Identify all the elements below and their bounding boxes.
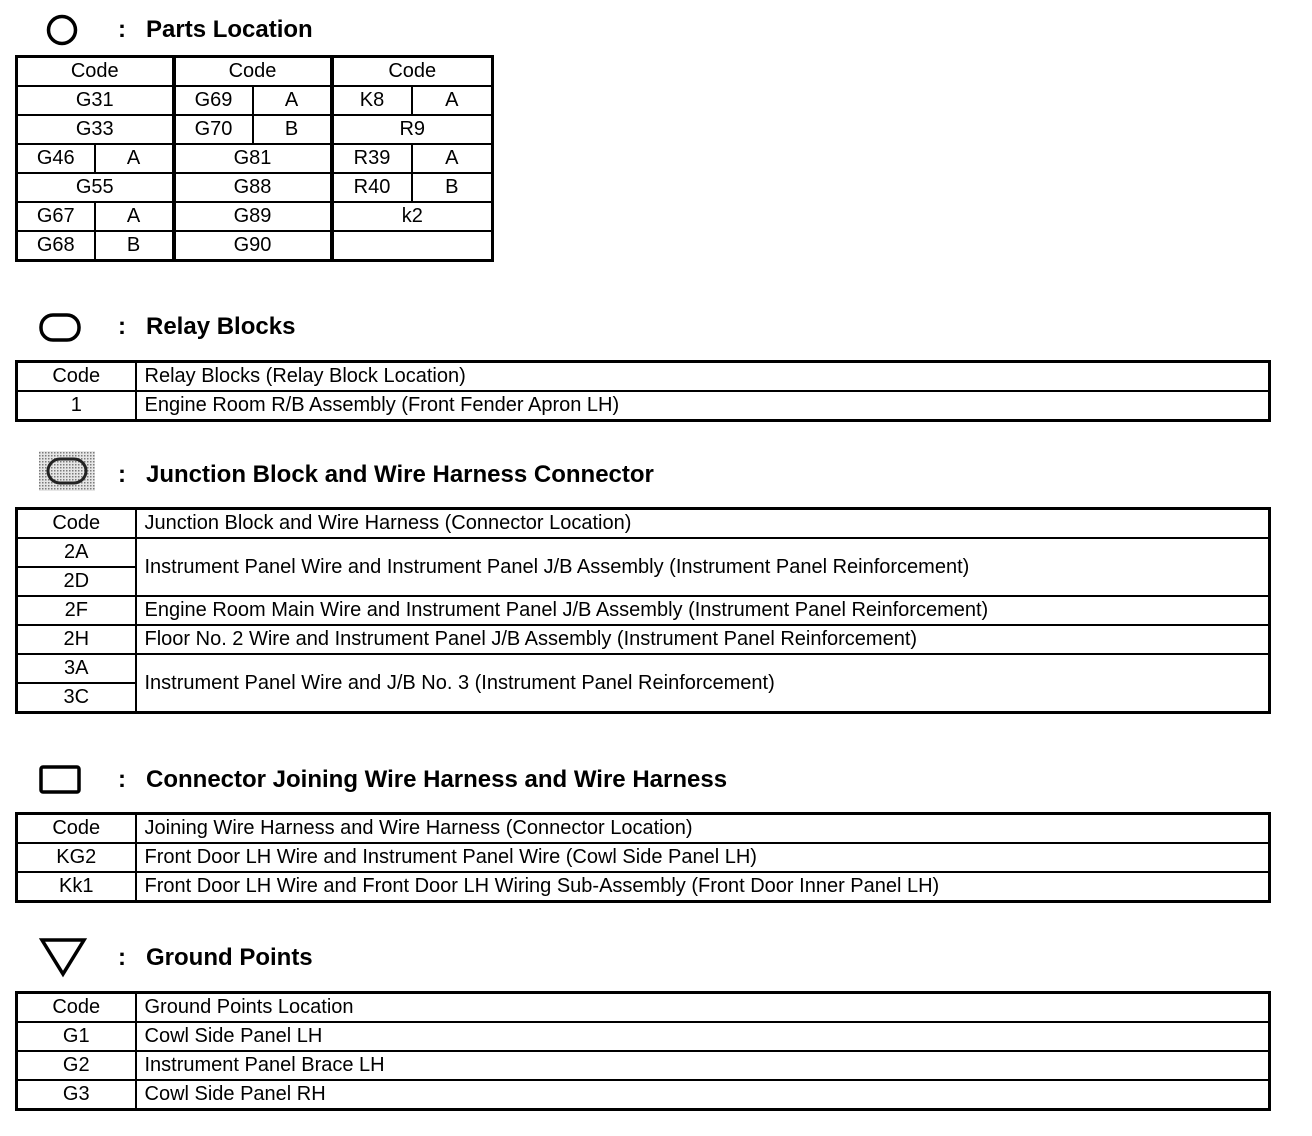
- column-header: Code: [17, 57, 174, 87]
- description-cell: Instrument Panel Brace LH: [136, 1051, 1270, 1080]
- code-header: Code: [17, 509, 136, 539]
- description-cell: Instrument Panel Wire and J/B No. 3 (Instrument Panel Reinforcement): [136, 654, 1270, 713]
- description-header: Ground Points Location: [136, 993, 1270, 1023]
- code-cell: 2F: [17, 596, 136, 625]
- description-cell: Front Door LH Wire and Instrument Panel Wire (Cowl Side Panel LH): [136, 843, 1270, 872]
- table-row: [17, 173, 493, 202]
- heading-colon: :: [118, 313, 126, 340]
- junction-block-heading: [0, 455, 1000, 495]
- connector-joining-table: [15, 812, 1271, 903]
- relay-blocks-heading: [0, 307, 1000, 347]
- description-header: Joining Wire Harness and Wire Harness (Connector Location): [136, 814, 1270, 844]
- table-row: [17, 202, 493, 231]
- code-cell: k2: [332, 202, 493, 231]
- suffix-cell: B: [95, 231, 174, 261]
- heading-colon: :: [118, 944, 126, 971]
- parts-location-title: Parts Location: [146, 16, 313, 43]
- heading-colon: :: [118, 16, 126, 43]
- code-cell: G1: [17, 1022, 136, 1051]
- table-row: [17, 391, 1270, 421]
- code-cell: G31: [17, 86, 174, 115]
- code-cell: G69: [174, 86, 253, 115]
- table-header-row: [17, 509, 1270, 539]
- suffix-cell: B: [412, 173, 493, 202]
- relay-blocks-table: [15, 360, 1271, 422]
- code-cell: G33: [17, 115, 174, 144]
- code-cell: G55: [17, 173, 174, 202]
- table-row: [17, 1080, 1270, 1110]
- connector-joining-title: Connector Joining Wire Harness and Wire Harness: [146, 766, 728, 793]
- code-cell: G67: [17, 202, 95, 231]
- triangle-down-icon: [36, 936, 92, 980]
- code-header: Code: [17, 814, 136, 844]
- description-cell: Front Door LH Wire and Front Door LH Wiring Sub-Assembly (Front Door Inner Panel LH): [136, 872, 1270, 902]
- parts-location-table: [15, 55, 494, 262]
- column-header: Code: [174, 57, 332, 87]
- code-cell: Kk1: [17, 872, 136, 902]
- description-header: Junction Block and Wire Harness (Connector Location): [136, 509, 1270, 539]
- table-row: [17, 538, 1270, 567]
- table-header-row: [17, 57, 493, 87]
- parts-location-heading: [0, 10, 1000, 50]
- circle-icon: [36, 10, 88, 50]
- code-cell: G70: [174, 115, 253, 144]
- suffix-cell: A: [253, 86, 332, 115]
- code-cell: 2A: [17, 538, 136, 567]
- description-cell: Instrument Panel Wire and Instrument Panel J/B Assembly (Instrument Panel Reinforcement): [136, 538, 1270, 596]
- table-row: [17, 231, 493, 261]
- description-cell: Engine Room R/B Assembly (Front Fender Apron LH): [136, 391, 1270, 421]
- heading-colon: :: [118, 461, 126, 488]
- suffix-cell: A: [95, 202, 174, 231]
- code-cell: R9: [332, 115, 493, 144]
- description-header: Relay Blocks (Relay Block Location): [136, 362, 1270, 392]
- code-header: Code: [17, 362, 136, 392]
- suffix-cell: A: [412, 144, 493, 173]
- table-header-row: [17, 993, 1270, 1023]
- junction-block-table: [15, 507, 1271, 714]
- table-row: [17, 144, 493, 173]
- code-cell: 3C: [17, 683, 136, 713]
- table-row: [17, 843, 1270, 872]
- ground-points-heading: [0, 938, 1000, 978]
- table-row: [17, 115, 493, 144]
- shaded-rounded-rectangle-icon: [36, 449, 96, 493]
- table-row: [17, 872, 1270, 902]
- description-cell: Cowl Side Panel RH: [136, 1080, 1270, 1110]
- table-row: [17, 625, 1270, 654]
- description-cell: Cowl Side Panel LH: [136, 1022, 1270, 1051]
- empty-cell: [332, 231, 493, 261]
- code-cell: G3: [17, 1080, 136, 1110]
- description-cell: Floor No. 2 Wire and Instrument Panel J/B Assembly (Instrument Panel Reinforcement): [136, 625, 1270, 654]
- table-row: [17, 86, 493, 115]
- suffix-cell: B: [253, 115, 332, 144]
- description-cell: Engine Room Main Wire and Instrument Panel J/B Assembly (Instrument Panel Reinforcement): [136, 596, 1270, 625]
- code-cell: K8: [332, 86, 412, 115]
- rectangle-icon: [36, 760, 88, 800]
- code-cell: G68: [17, 231, 95, 261]
- connector-joining-heading: [0, 760, 1000, 800]
- relay-blocks-title: Relay Blocks: [146, 313, 296, 340]
- code-cell: G46: [17, 144, 95, 173]
- junction-block-title: Junction Block and Wire Harness Connector: [146, 461, 654, 488]
- code-header: Code: [17, 993, 136, 1023]
- code-cell: KG2: [17, 843, 136, 872]
- code-cell: G2: [17, 1051, 136, 1080]
- table-header-row: [17, 362, 1270, 392]
- code-cell: 2D: [17, 567, 136, 596]
- ground-points-title: Ground Points: [146, 944, 313, 971]
- table-row: [17, 596, 1270, 625]
- code-cell: G90: [174, 231, 332, 261]
- table-row: [17, 1022, 1270, 1051]
- heading-colon: :: [118, 766, 126, 793]
- table-header-row: [17, 814, 1270, 844]
- table-row: [17, 1051, 1270, 1080]
- code-cell: R40: [332, 173, 412, 202]
- column-header: Code: [332, 57, 493, 87]
- code-cell: G88: [174, 173, 332, 202]
- code-cell: 2H: [17, 625, 136, 654]
- code-cell: G89: [174, 202, 332, 231]
- ground-points-table: [15, 991, 1271, 1111]
- suffix-cell: A: [95, 144, 174, 173]
- rounded-rectangle-icon: [36, 307, 88, 347]
- code-cell: G81: [174, 144, 332, 173]
- code-cell: 3A: [17, 654, 136, 683]
- code-cell: R39: [332, 144, 412, 173]
- table-row: [17, 654, 1270, 683]
- suffix-cell: A: [412, 86, 493, 115]
- code-cell: 1: [17, 391, 136, 421]
